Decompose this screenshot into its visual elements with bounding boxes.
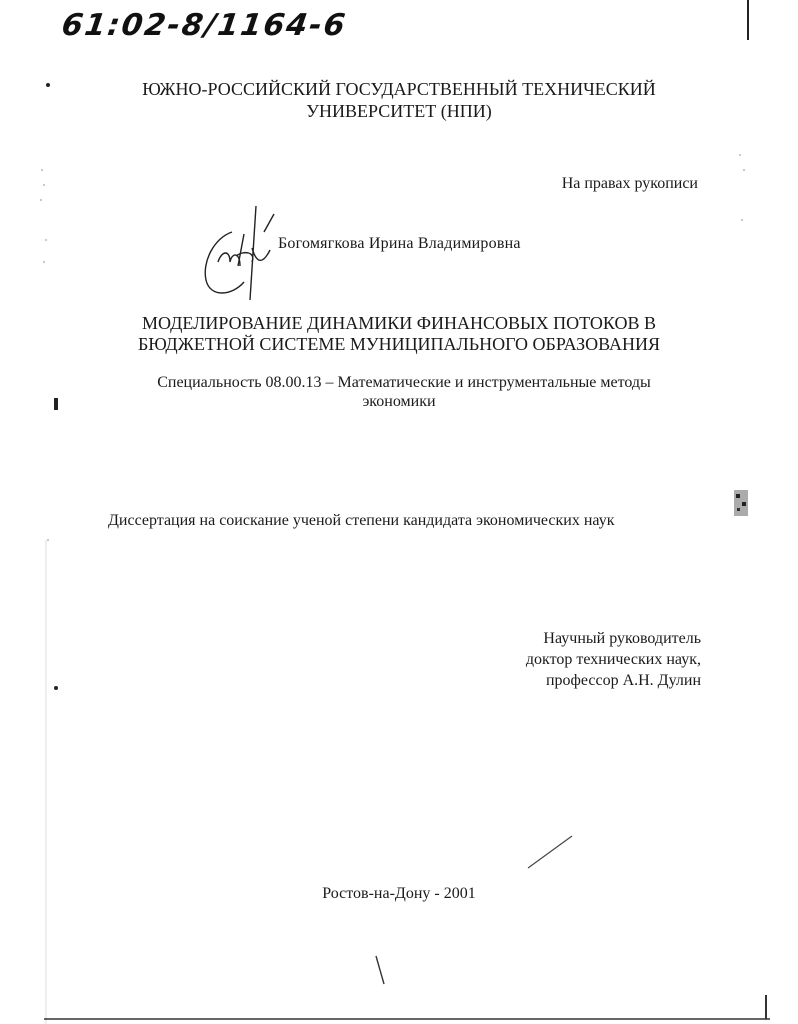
speck <box>742 502 746 506</box>
city-year: Ростов-на-Дону - 2001 <box>322 885 476 902</box>
supervisor-line-3: профессор А.Н. Дулин <box>545 672 701 689</box>
supervisor-line-1: Научный руководитель <box>543 630 701 647</box>
signature-icon <box>205 206 274 300</box>
dissertation-statement: Диссертация на соискание ученой степени кандидата экономических наук <box>108 512 615 529</box>
university-name <box>0 78 798 122</box>
university-line-1: ЮЖНО-РОССИЙСКИЙ ГОСУДАРСТВЕННЫЙ ТЕХНИЧЕСКИЙ <box>142 79 656 99</box>
archive-number: 61:02-8/1164-6 <box>59 8 350 43</box>
title-line-2: БЮДЖЕТНОЙ СИСТЕМЕ МУНИЦИПАЛЬНОГО ОБРАЗОВАНИЯ <box>137 334 661 354</box>
pen-stroke <box>376 956 384 984</box>
supervisor-block <box>526 628 701 691</box>
supervisor-line-2: доктор технических наук, <box>525 651 701 668</box>
specialty-line-2: экономики <box>362 393 436 410</box>
thesis-title <box>0 313 798 355</box>
speck <box>54 686 58 690</box>
manuscript-note: На правах рукописи <box>561 175 698 192</box>
speck <box>736 494 740 498</box>
pen-stroke <box>528 836 572 868</box>
university-line-2: УНИВЕРСИТЕТ (НПИ) <box>306 101 492 121</box>
speck <box>737 508 740 511</box>
specialty <box>0 373 798 411</box>
title-line-1: МОДЕЛИРОВАНИЕ ДИНАМИКИ ФИНАНСОВЫХ ПОТОКОВ В <box>142 313 656 333</box>
author-name: Богомягкова Ирина Владимировна <box>278 235 521 252</box>
specialty-line-1: Специальность 08.00.13 – Математические и инструментальные методы <box>157 374 651 391</box>
